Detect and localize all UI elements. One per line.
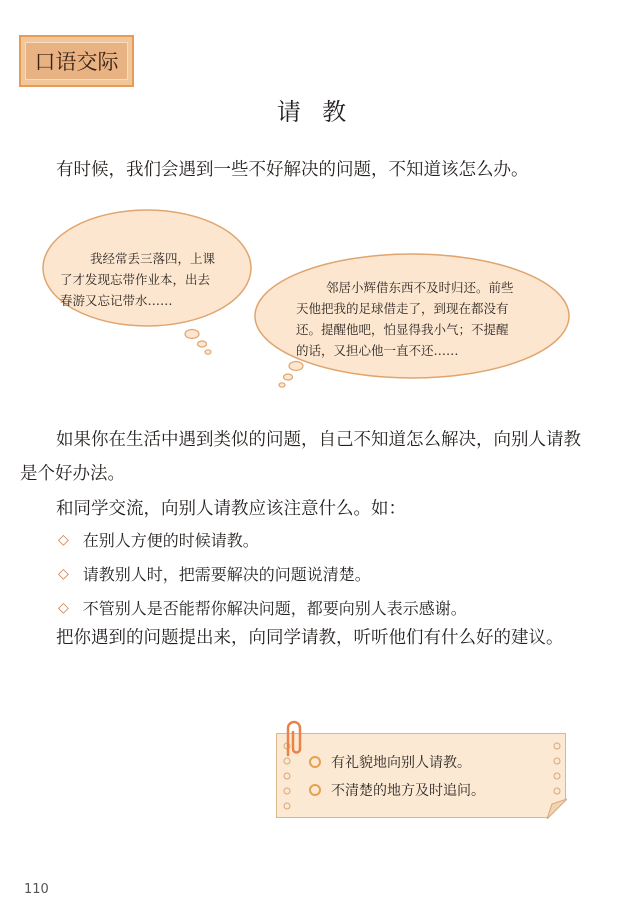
bullet-text: 在别人方便的时候请教。 bbox=[82, 531, 259, 550]
tip-card-decor bbox=[277, 734, 567, 819]
tip-card bbox=[276, 733, 566, 818]
bullet-item bbox=[58, 562, 371, 585]
diamond-icon: ◇ bbox=[58, 531, 69, 548]
diamond-icon: ◇ bbox=[58, 565, 69, 582]
tip-text: 不清楚的地方及时追问。 bbox=[331, 783, 485, 799]
paragraph-3: 把你遇到的问题提出来，向同学请教，听听他们有什么好的建议。 bbox=[56, 628, 564, 648]
bubble-left-line: 了才发现忘带作业本，出去 bbox=[60, 272, 211, 287]
paragraph-2: 和同学交流，向别人请教应该注意什么。如： bbox=[56, 499, 406, 519]
bullet-item bbox=[58, 528, 259, 551]
paper-clip-icon bbox=[279, 719, 309, 759]
bubble-right-line: 邻居小辉借东西不及时归还。前些 bbox=[326, 280, 514, 295]
bullet-text: 请教别人时，把需要解决的问题说清楚。 bbox=[82, 565, 371, 584]
intro-paragraph: 有时候，我们会遇到一些不好解决的问题，不知道该怎么办。 bbox=[56, 160, 529, 180]
bubble-left-line: 春游又忘记带水…… bbox=[60, 293, 173, 308]
bullet-text: 不管别人是否能帮你解决问题，都要向别人表示感谢。 bbox=[82, 599, 467, 618]
tip-item bbox=[309, 752, 471, 772]
page-title: 请 教 bbox=[276, 98, 349, 126]
tip-item bbox=[309, 780, 485, 800]
bullet-item bbox=[58, 596, 467, 619]
bubble-left-line: 我经常丢三落四，上课 bbox=[90, 251, 216, 266]
circle-bullet-icon bbox=[309, 784, 321, 796]
page-number: 110 bbox=[24, 882, 49, 897]
bubble-right-line: 的话，又担心他一直不还…… bbox=[296, 343, 459, 358]
paragraph-1: 如果你在生活中遇到类似的问题，自己不知道怎么解决，向别人请教是个好办法。 bbox=[20, 430, 581, 484]
bubble-right-line: 天他把我的足球借走了，到现在都没有 bbox=[296, 301, 509, 316]
circle-bullet-icon bbox=[309, 756, 321, 768]
diamond-icon: ◇ bbox=[58, 599, 69, 616]
bubble-right-text bbox=[296, 277, 514, 361]
section-badge-label: 口语交际 bbox=[34, 50, 119, 74]
tip-text: 有礼貌地向别人请教。 bbox=[331, 755, 471, 771]
bubble-right-line: 还。提醒他吧，怕显得我小气；不提醒 bbox=[296, 322, 509, 337]
bubble-left-text bbox=[60, 248, 215, 311]
